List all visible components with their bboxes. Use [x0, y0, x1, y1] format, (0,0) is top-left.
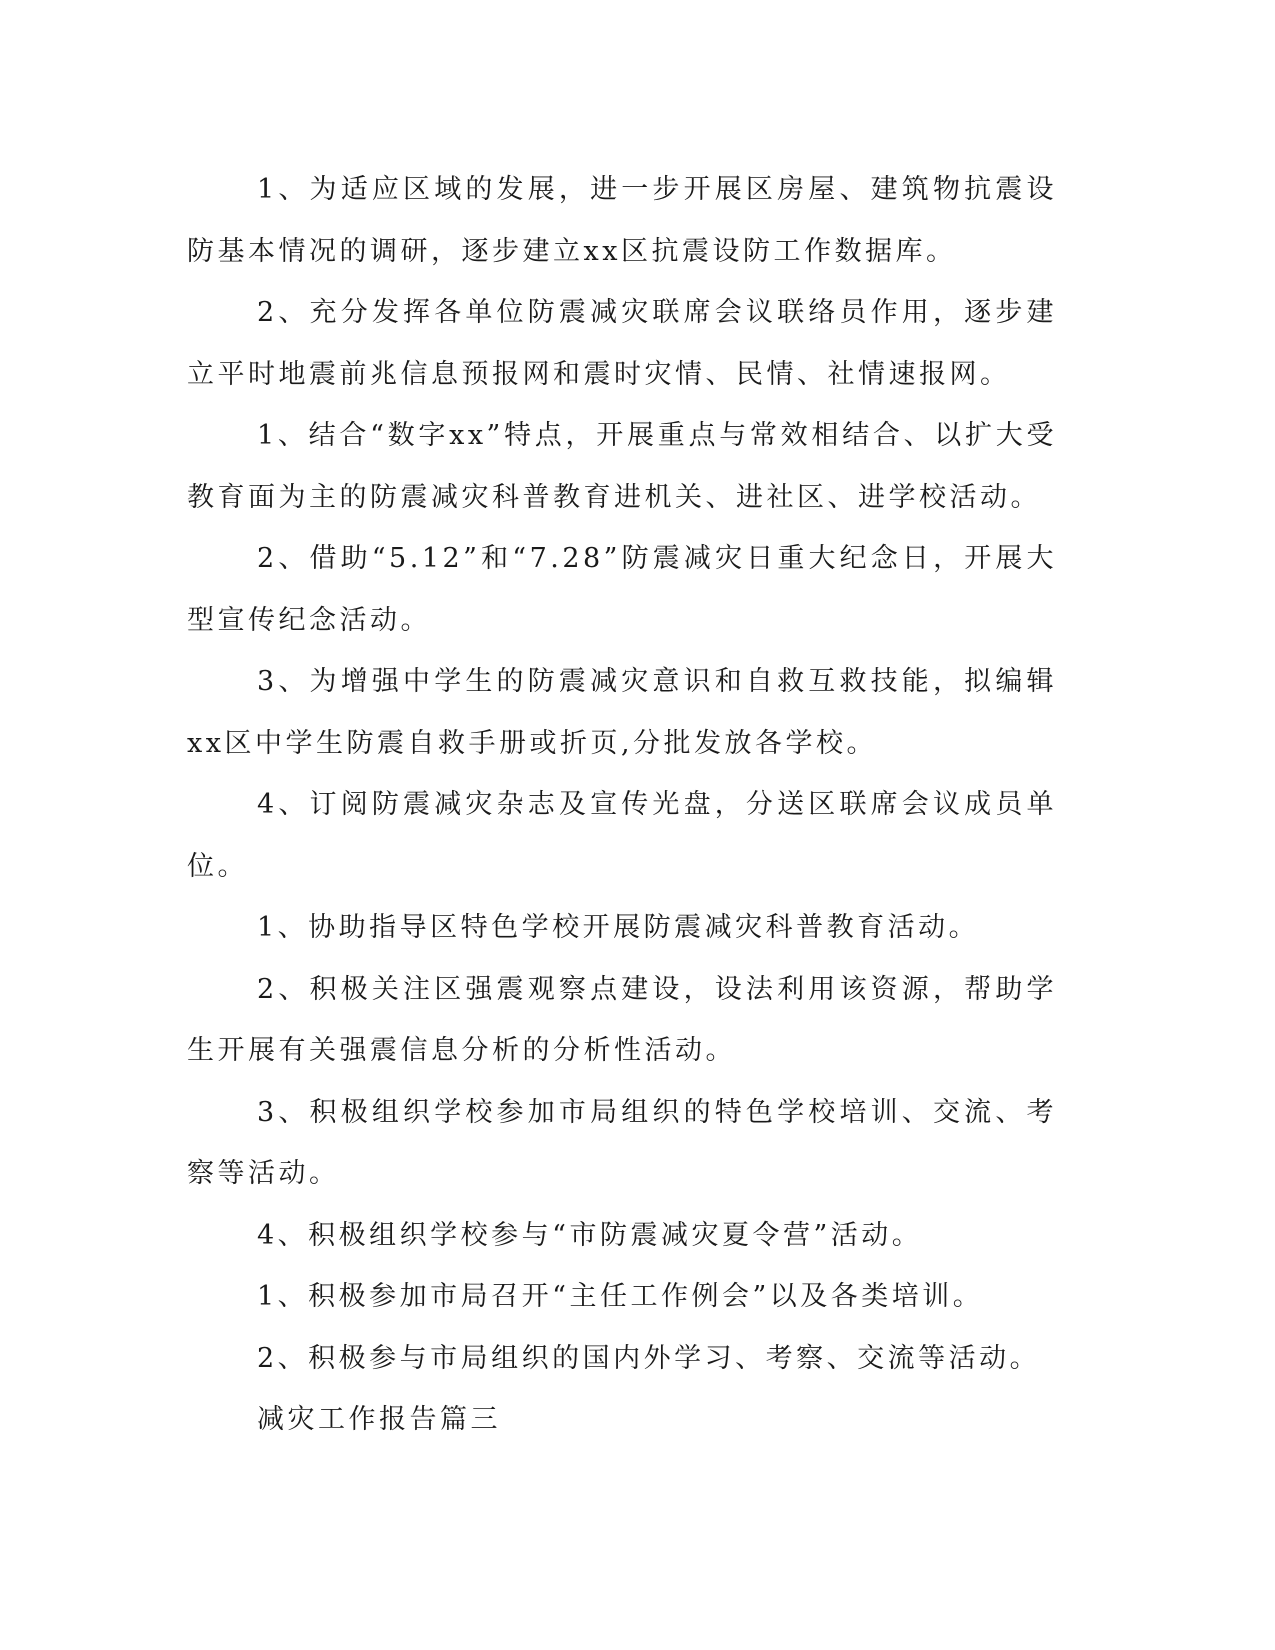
- document-body: [187, 159, 1057, 1451]
- paragraph-featured-schools: 1、协助指导区特色学校开展防震减灾科普教育活动。: [257, 912, 980, 943]
- paragraph-survey-database: 1、为适应区域的发展，进一步开展区房屋、建筑物抗震设防基本情况的调研，逐步建立xx区抗震设防工作数据库。: [187, 174, 1057, 267]
- paragraph-student-manual: 3、为增强中学生的防震减灾意识和自救互救技能，拟编辑xx区中学生防震自救手册或折页,分批发放各学校。: [187, 666, 1057, 759]
- paragraph-school-training: 3、积极组织学校参加市局组织的特色学校培训、交流、考察等活动。: [187, 1096, 1057, 1189]
- paragraph-observation-point: 2、积极关注区强震观察点建设，设法利用该资源，帮助学生开展有关强震信息分析的分析性活动。: [187, 973, 1057, 1066]
- paragraph-summer-camp: 4、积极组织学校参与“市防震减灾夏令营”活动。: [257, 1219, 923, 1251]
- section-heading: 减灾工作报告篇三: [257, 1404, 501, 1435]
- paragraph-director-meeting: 1、积极参加市局召开“主任工作例会”以及各类培训。: [257, 1281, 984, 1312]
- paragraph-exchange-activities: 2、积极参与市局组织的国内外学习、考察、交流等活动。: [257, 1342, 1041, 1374]
- paragraph-digital-education: 1、结合“数字xx”特点，开展重点与常效相结合、以扩大受教育面为主的防震减灾科普教育进机关、进社区、进学校活动。: [187, 420, 1057, 513]
- paragraph-magazine-subscription: 4、订阅防震减灾杂志及宣传光盘，分送区联席会议成员单位。: [187, 789, 1057, 882]
- paragraph-memorial-days: 2、借助“5.12”和“7.28”防震减灾日重大纪念日，开展大型宣传纪念活动。: [187, 543, 1057, 636]
- paragraph-liaison-network: 2、充分发挥各单位防震减灾联席会议联络员作用，逐步建立平时地震前兆信息预报网和震时灾情、民情、社情速报网。: [187, 297, 1057, 390]
